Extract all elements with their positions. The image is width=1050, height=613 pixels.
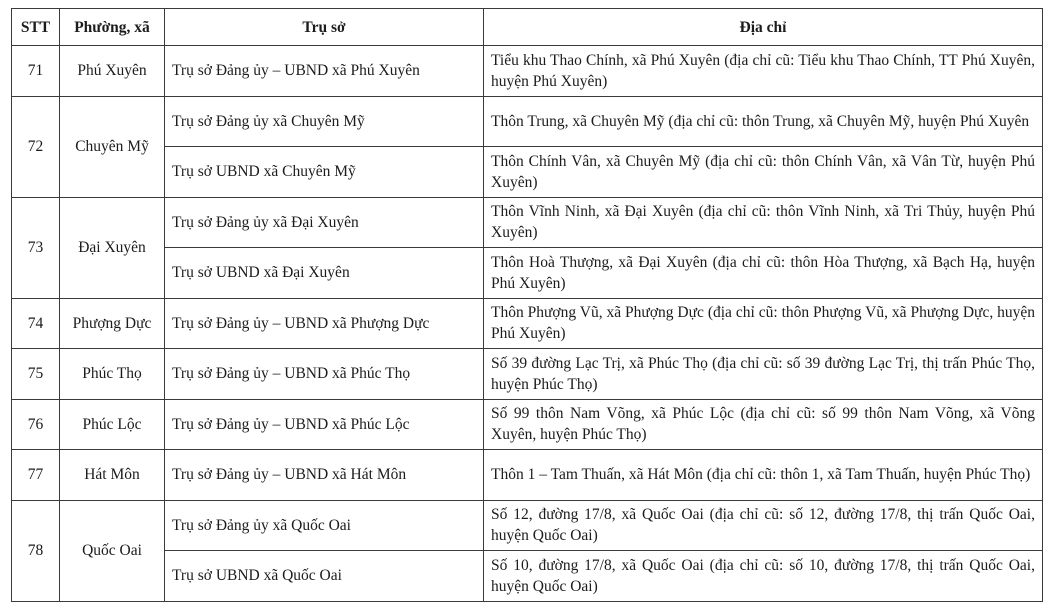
cell-ward: Phúc Thọ <box>60 349 165 400</box>
cell-headquarters: Trụ sở Đảng ủy – UBND xã Phúc Lộc <box>165 399 484 450</box>
cell-address: Thôn 1 – Tam Thuấn, xã Hát Môn (địa chỉ cũ: thôn 1, xã Tam Thuấn, huyện Phúc Thọ) <box>484 450 1043 501</box>
cell-address: Thôn Hoà Thượng, xã Đại Xuyên (địa chỉ cũ: thôn Hòa Thượng, xã Bạch Hạ, huyện Phú Xuyên) <box>484 248 1043 299</box>
cell-address: Thôn Vĩnh Ninh, xã Đại Xuyên (địa chỉ cũ: thôn Vĩnh Ninh, xã Tri Thủy, huyện Phú Xuyên) <box>484 197 1043 248</box>
cell-stt: 73 <box>12 197 60 298</box>
header-headquarters: Trụ sở <box>165 9 484 46</box>
cell-headquarters: Trụ sở Đảng ủy – UBND xã Phú Xuyên <box>165 46 484 97</box>
cell-stt: 77 <box>12 450 60 501</box>
cell-headquarters: Trụ sở Đảng ủy xã Đại Xuyên <box>165 197 484 248</box>
cell-ward: Quốc Oai <box>60 500 165 601</box>
cell-address: Thôn Trung, xã Chuyên Mỹ (địa chỉ cũ: thôn Trung, xã Chuyên Mỹ, huyện Phú Xuyên <box>484 96 1043 147</box>
table-header-row <box>12 9 1043 46</box>
cell-headquarters: Trụ sở UBND xã Quốc Oai <box>165 551 484 602</box>
cell-ward: Đại Xuyên <box>60 197 165 298</box>
header-stt: STT <box>12 9 60 46</box>
cell-headquarters: Trụ sở UBND xã Đại Xuyên <box>165 248 484 299</box>
table-row <box>12 248 1043 299</box>
cell-address: Thôn Chính Vân, xã Chuyên Mỹ (địa chỉ cũ: thôn Chính Vân, xã Vân Từ, huyện Phú Xuyên) <box>484 147 1043 198</box>
cell-ward: Hát Môn <box>60 450 165 501</box>
cell-headquarters: Trụ sở Đảng ủy – UBND xã Hát Môn <box>165 450 484 501</box>
table-row <box>12 298 1043 349</box>
cell-ward: Phượng Dực <box>60 298 165 349</box>
cell-headquarters: Trụ sở Đảng ủy xã Chuyên Mỹ <box>165 96 484 147</box>
cell-address: Số 12, đường 17/8, xã Quốc Oai (địa chỉ cũ: số 12, đường 17/8, thị trấn Quốc Oai, huyện Quốc Oai) <box>484 500 1043 551</box>
cell-stt: 75 <box>12 349 60 400</box>
cell-stt: 72 <box>12 96 60 197</box>
table-row <box>12 399 1043 450</box>
table-row <box>12 96 1043 147</box>
cell-headquarters: Trụ sở UBND xã Chuyên Mỹ <box>165 147 484 198</box>
cell-stt: 78 <box>12 500 60 601</box>
table-row <box>12 46 1043 97</box>
table-row <box>12 551 1043 602</box>
cell-stt: 76 <box>12 399 60 450</box>
cell-stt: 74 <box>12 298 60 349</box>
table-row <box>12 500 1043 551</box>
cell-address: Số 10, đường 17/8, xã Quốc Oai (địa chỉ cũ: số 10, đường 17/8, thị trấn Quốc Oai, huyện Quốc Oai) <box>484 551 1043 602</box>
cell-ward: Phú Xuyên <box>60 46 165 97</box>
cell-stt: 71 <box>12 46 60 97</box>
cell-address: Tiểu khu Thao Chính, xã Phú Xuyên (địa chỉ cũ: Tiểu khu Thao Chính, TT Phú Xuyên, huyện Phú Xuyên) <box>484 46 1043 97</box>
table-row <box>12 147 1043 198</box>
cell-headquarters: Trụ sở Đảng ủy – UBND xã Phượng Dực <box>165 298 484 349</box>
cell-ward: Chuyên Mỹ <box>60 96 165 197</box>
header-ward: Phường, xã <box>60 9 165 46</box>
cell-address: Số 99 thôn Nam Võng, xã Phúc Lộc (địa chỉ cũ: số 99 thôn Nam Võng, xã Võng Xuyên, huyện Phúc Thọ) <box>484 399 1043 450</box>
table-row <box>12 197 1043 248</box>
header-address: Địa chỉ <box>484 9 1043 46</box>
headquarters-address-table <box>11 8 1043 602</box>
cell-headquarters: Trụ sở Đảng ủy – UBND xã Phúc Thọ <box>165 349 484 400</box>
cell-address: Số 39 đường Lạc Trị, xã Phúc Thọ (địa chỉ cũ: số 39 đường Lạc Trị, thị trấn Phúc Thọ, huyện Phúc Thọ) <box>484 349 1043 400</box>
cell-headquarters: Trụ sở Đảng ủy xã Quốc Oai <box>165 500 484 551</box>
table-row <box>12 349 1043 400</box>
cell-ward: Phúc Lộc <box>60 399 165 450</box>
cell-address: Thôn Phượng Vũ, xã Phượng Dực (địa chỉ cũ: thôn Phượng Vũ, xã Phượng Dực, huyện Phú Xuyên) <box>484 298 1043 349</box>
table-row <box>12 450 1043 501</box>
